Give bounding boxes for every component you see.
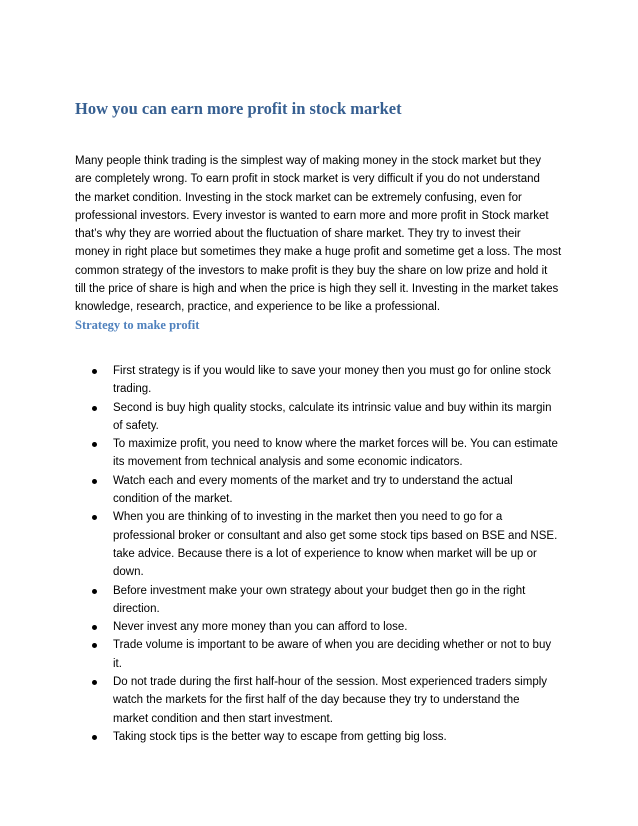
intro-line: the market condition. Investing in the stock market can be extremely confusing, even for (75, 191, 522, 204)
list-item-line: Trade volume is important to be aware of when you are deciding whether or not to buy (113, 639, 552, 652)
list-item-line: market condition and then start investment. (113, 712, 333, 725)
list-item-line: Second is buy high quality stocks, calculate its intrinsic value and buy within its margin (113, 401, 552, 414)
intro-line: that’s why they are worried about the fluctuation of share market. They try to invest their (75, 228, 521, 241)
intro-line: professional investors. Every investor is wanted to earn more and more profit in Stock market (75, 209, 549, 222)
list-item (0, 362, 638, 399)
intro-line: knowledge, research, practice, and experience to be like a professional. (75, 301, 441, 314)
bullet-icon (92, 680, 97, 685)
list-item (0, 508, 638, 581)
bullet-icon (92, 442, 97, 447)
list-item-line: When you are thinking of to investing in the market then you need to go for a (113, 511, 503, 524)
list-item (0, 399, 638, 436)
bullet-icon (92, 589, 97, 594)
list-item-line: Watch each and every moments of the market and try to understand the actual (113, 474, 513, 487)
list-item-line: it. (113, 657, 122, 670)
list-item (0, 582, 638, 619)
bullet-icon (92, 735, 97, 740)
list-item-line: professional broker or consultant and also get some stock tips based on BSE and NSE. (113, 529, 558, 542)
list-item-line: First strategy is if you would like to save your money then you must go for online stock (113, 365, 551, 377)
list-item-line: Do not trade during the first half-hour of the session. Most experienced traders simply (113, 676, 548, 689)
bullet-icon (92, 643, 97, 648)
list-item (0, 673, 638, 728)
list-item-line: watch the markets for the first half of the day because they try to understand the (113, 694, 520, 707)
bullet-icon (92, 406, 97, 411)
intro-line: till the price of share is high and when the price is high they sell it. Investing in the market takes (75, 283, 559, 296)
list-item-line: its movement from technical analysis and some economic indicators. (113, 456, 463, 469)
section-heading: Strategy to make profit (75, 318, 200, 332)
list-item (0, 728, 638, 746)
list-item-line: Taking stock tips is the better way to escape from getting big loss. (113, 730, 447, 743)
intro-line: are completely wrong. To earn profit in stock market is very difficult if you do not understand (75, 173, 540, 186)
list-item-line: take advice. Because there is a lot of experience to know when market will be up or (113, 547, 537, 560)
list-item-line: condition of the market. (113, 493, 233, 506)
list-item (0, 472, 638, 509)
list-item-line: of safety. (113, 419, 159, 432)
list-item-line: To maximize profit, you need to know where the market forces will be. You can estimate (113, 438, 558, 451)
list-item-line: down. (113, 566, 144, 579)
list-item-line: trading. (113, 383, 152, 396)
bullet-icon (92, 479, 97, 484)
bullet-icon (92, 369, 97, 374)
intro-paragraph (75, 152, 573, 317)
intro-line: common strategy of the investors to make profit is they buy the share on low prize and hold it (75, 264, 548, 277)
list-item-line: direction. (113, 602, 160, 615)
intro-line: money in right place but sometimes they make a huge profit and sometime get a loss. The most (75, 246, 562, 259)
list-item (0, 636, 638, 673)
bullet-icon (92, 515, 97, 520)
list-item (0, 618, 638, 636)
strategy-list (0, 362, 638, 746)
list-item (0, 435, 638, 472)
bullet-icon (92, 625, 97, 630)
list-item-line: Before investment make your own strategy about your budget then go in the right (113, 584, 526, 597)
intro-line: Many people think trading is the simplest way of making money in the stock market but they (75, 155, 541, 167)
page-title: How you can earn more profit in stock market (75, 99, 402, 118)
list-item-line: Never invest any more money than you can afford to lose. (113, 621, 408, 634)
